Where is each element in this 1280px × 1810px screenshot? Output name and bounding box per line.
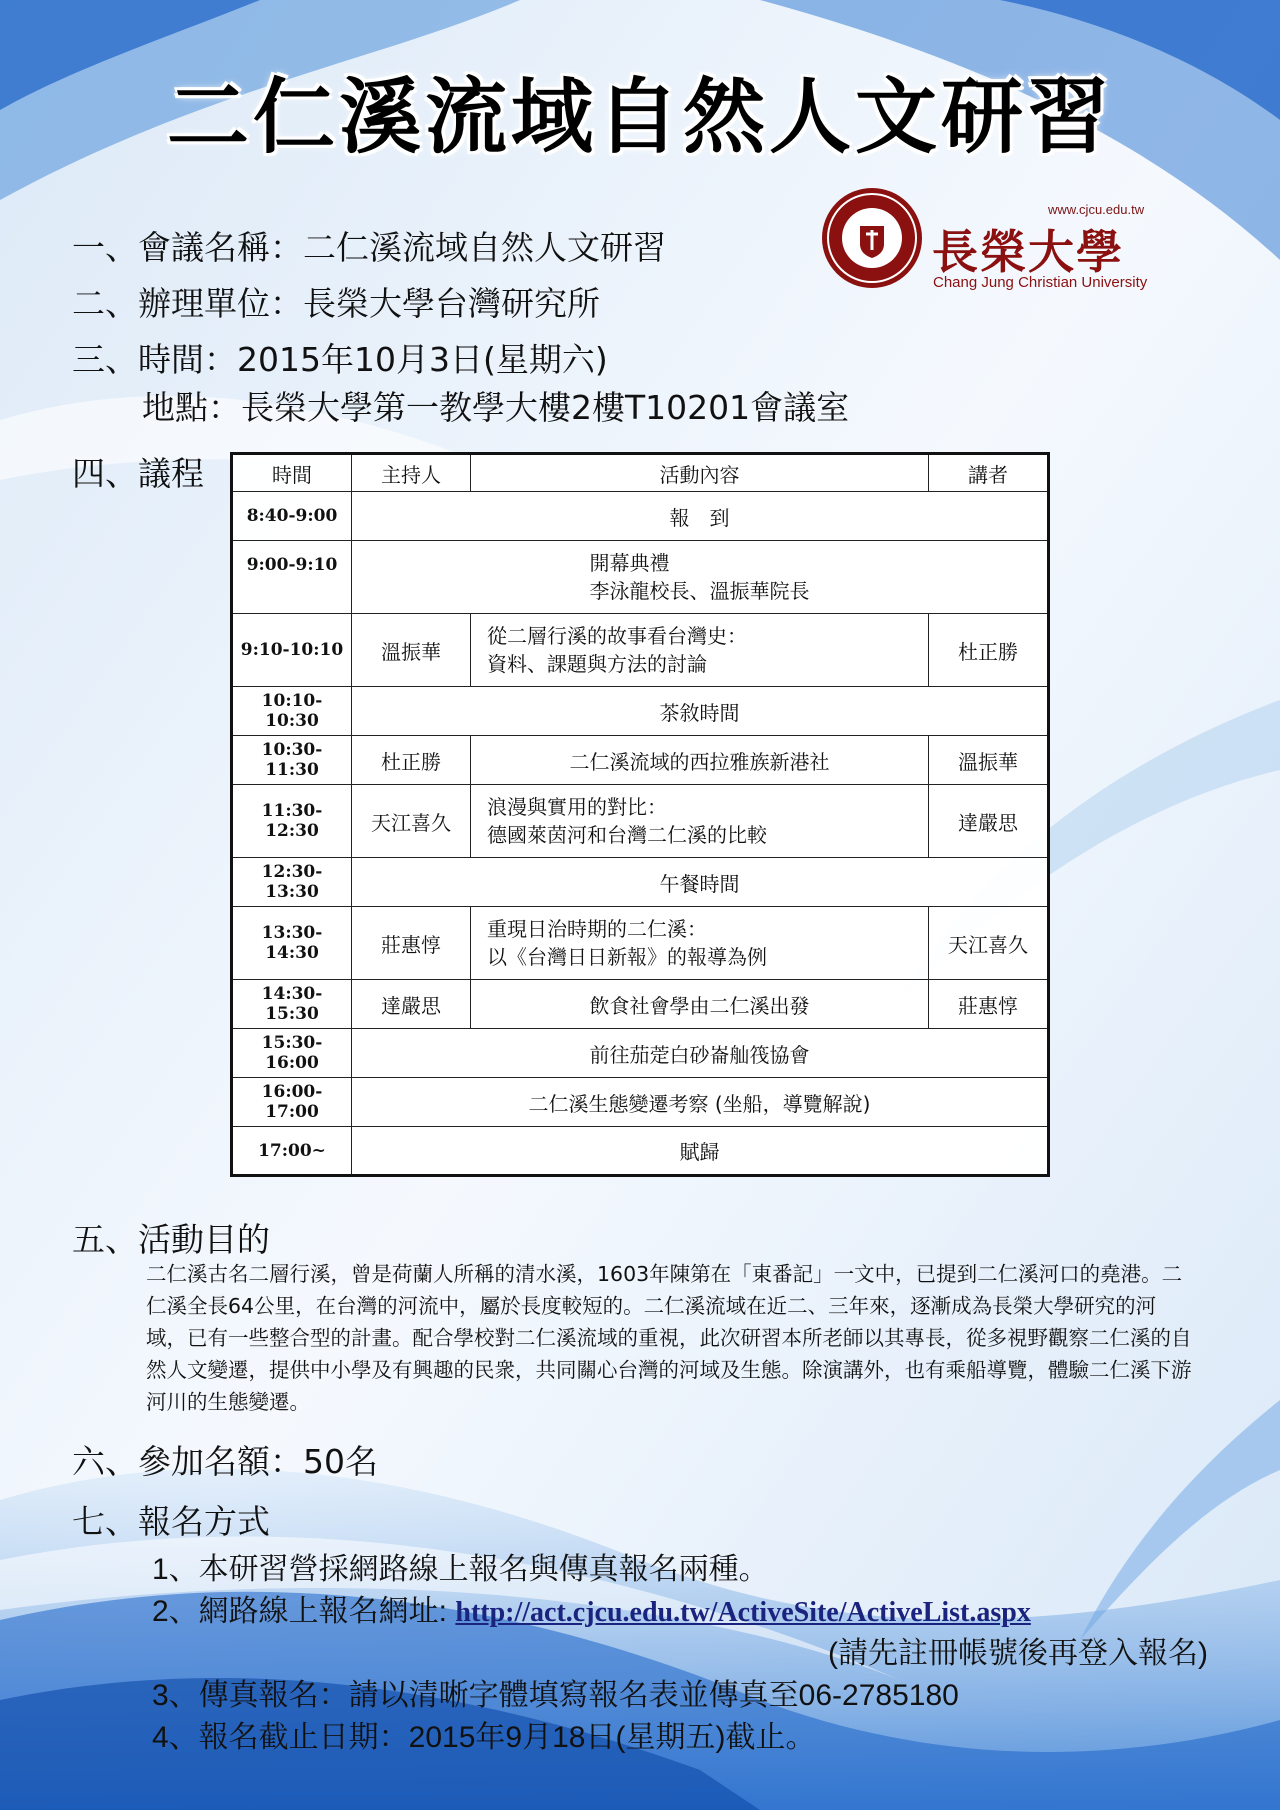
row-speaker: 杜正勝: [929, 614, 1049, 687]
agenda-header-row: [232, 454, 1049, 492]
col-header-content: 活動內容: [471, 454, 929, 492]
table-row: [232, 614, 1049, 687]
row-host: 天江喜久: [352, 785, 471, 858]
section-2: 二、辦理單位：長榮大學台灣研究所: [72, 284, 600, 323]
row-time: 15:30-16:00: [232, 1029, 352, 1078]
row-time: 10:30-11:30: [232, 736, 352, 785]
row-content: 賦歸: [352, 1127, 1049, 1176]
row-content: 二仁溪生態變遷考察 (坐船，導覽解說): [352, 1078, 1049, 1127]
section-4: 四、議程: [72, 454, 204, 493]
table-row: [232, 492, 1049, 541]
row-content: 報 到: [352, 492, 1049, 541]
row-content: 二仁溪流域的西拉雅族新港社: [471, 736, 929, 785]
row-content: 午餐時間: [352, 858, 1049, 907]
col-header-host: 主持人: [352, 454, 471, 492]
row-time: 9:00-9:10: [232, 541, 352, 614]
row-speaker: 達嚴思: [929, 785, 1049, 858]
table-row: [232, 1127, 1049, 1176]
poster-title: 二仁溪流域自然人文研習: [166, 70, 1113, 165]
table-row: [232, 858, 1049, 907]
purpose-paragraph: 二仁溪古名二層行溪，曾是荷蘭人所稱的清水溪，1603年陳第在「東番記」一文中，已提到二仁溪河口的堯港。二仁溪全長64公里，在台灣的河流中，屬於長度較短的。二仁溪流域在近二、三年來，逐漸成為長榮大學研究的河域，已有一些整合型的計畫。配合學校對二仁溪流域的重視，此次研習本所老師以其專長，從多視野觀察二仁溪的自然人文變遷，提供中小學及有興趣的民衆，共同關心台灣的河域及生態。除演講外，也有乘船導覽，體驗二仁溪下游河川的生態變遷。: [146, 1262, 1192, 1414]
table-row: [232, 1029, 1049, 1078]
section-6: 六、參加名額：50名: [72, 1442, 378, 1481]
row-content: 浪漫與實用的對比： 德國萊茵河和台灣二仁溪的比較: [471, 785, 929, 858]
row-speaker: 溫振華: [929, 736, 1049, 785]
registration-item-4: 4、報名截止日期：2015年9月18日(星期五)截止。: [152, 1721, 816, 1754]
col-header-speaker: 講者: [929, 454, 1049, 492]
agenda-table: [230, 452, 1050, 1177]
section-5: 五、活動目的: [72, 1220, 270, 1259]
row-content: 茶敘時間: [352, 687, 1049, 736]
table-row: [232, 980, 1049, 1029]
row-time: 17:00~: [232, 1127, 352, 1176]
row-host: 莊惠惇: [352, 907, 471, 980]
registration-note: (請先註冊帳號後再登入報名): [828, 1637, 1208, 1670]
row-time: 8:40-9:00: [232, 492, 352, 541]
university-seal-icon: [820, 186, 924, 290]
row-host: 溫振華: [352, 614, 471, 687]
row-content: 重現日治時期的二仁溪： 以《台灣日日新報》的報導為例: [471, 907, 929, 980]
row-content: 飲食社會學由二仁溪出發: [471, 980, 929, 1029]
table-row: [232, 907, 1049, 980]
logo-english-name: Chang Jung Christian University: [933, 274, 1148, 291]
university-logo: [820, 186, 1170, 296]
section-3-place: 地點：長榮大學第一教學大樓2樓T10201會議室: [142, 388, 850, 427]
logo-url: www.cjcu.edu.tw: [1048, 202, 1145, 217]
row-content: 開幕典禮 李泳龍校長、溫振華院長: [352, 541, 1049, 614]
row-host: 杜正勝: [352, 736, 471, 785]
col-header-time: 時間: [232, 454, 352, 492]
table-row: [232, 541, 1049, 614]
logo-chinese-name: 長榮大學: [932, 225, 1124, 279]
row-time: 10:10-10:30: [232, 687, 352, 736]
table-row: [232, 785, 1049, 858]
table-row: [232, 687, 1049, 736]
row-speaker: 莊惠惇: [929, 980, 1049, 1029]
registration-item-3: 3、傳真報名：請以清晰字體填寫報名表並傳真至06-2785180: [152, 1679, 959, 1712]
row-content: 前往茄萣白砂崙舢筏協會: [352, 1029, 1049, 1078]
table-row: [232, 1078, 1049, 1127]
registration-item-2-label: 2、網路線上報名網址:: [152, 1595, 448, 1628]
row-time: 9:10-10:10: [232, 614, 352, 687]
row-host: 達嚴思: [352, 980, 471, 1029]
registration-item-2: [152, 1586, 1031, 1630]
row-time: 11:30-12:30: [232, 785, 352, 858]
row-time: 16:00-17:00: [232, 1078, 352, 1127]
row-speaker: 天江喜久: [929, 907, 1049, 980]
registration-link[interactable]: http://act.cjcu.edu.tw/ActiveSite/ActiveList.aspx: [455, 1597, 1031, 1628]
row-time: 13:30-14:30: [232, 907, 352, 980]
table-row: [232, 736, 1049, 785]
section-3: 三、時間：2015年10月3日(星期六): [72, 340, 608, 379]
row-time: 12:30-13:30: [232, 858, 352, 907]
section-7: 七、報名方式: [72, 1502, 270, 1541]
section-1: 一、會議名稱：二仁溪流域自然人文研習: [72, 228, 666, 267]
row-content: 從二層行溪的故事看台灣史： 資料、課題與方法的討論: [471, 614, 929, 687]
row-time: 14:30-15:30: [232, 980, 352, 1029]
registration-item-1: 1、本研習營採網路線上報名與傳真報名兩種。: [152, 1553, 769, 1586]
